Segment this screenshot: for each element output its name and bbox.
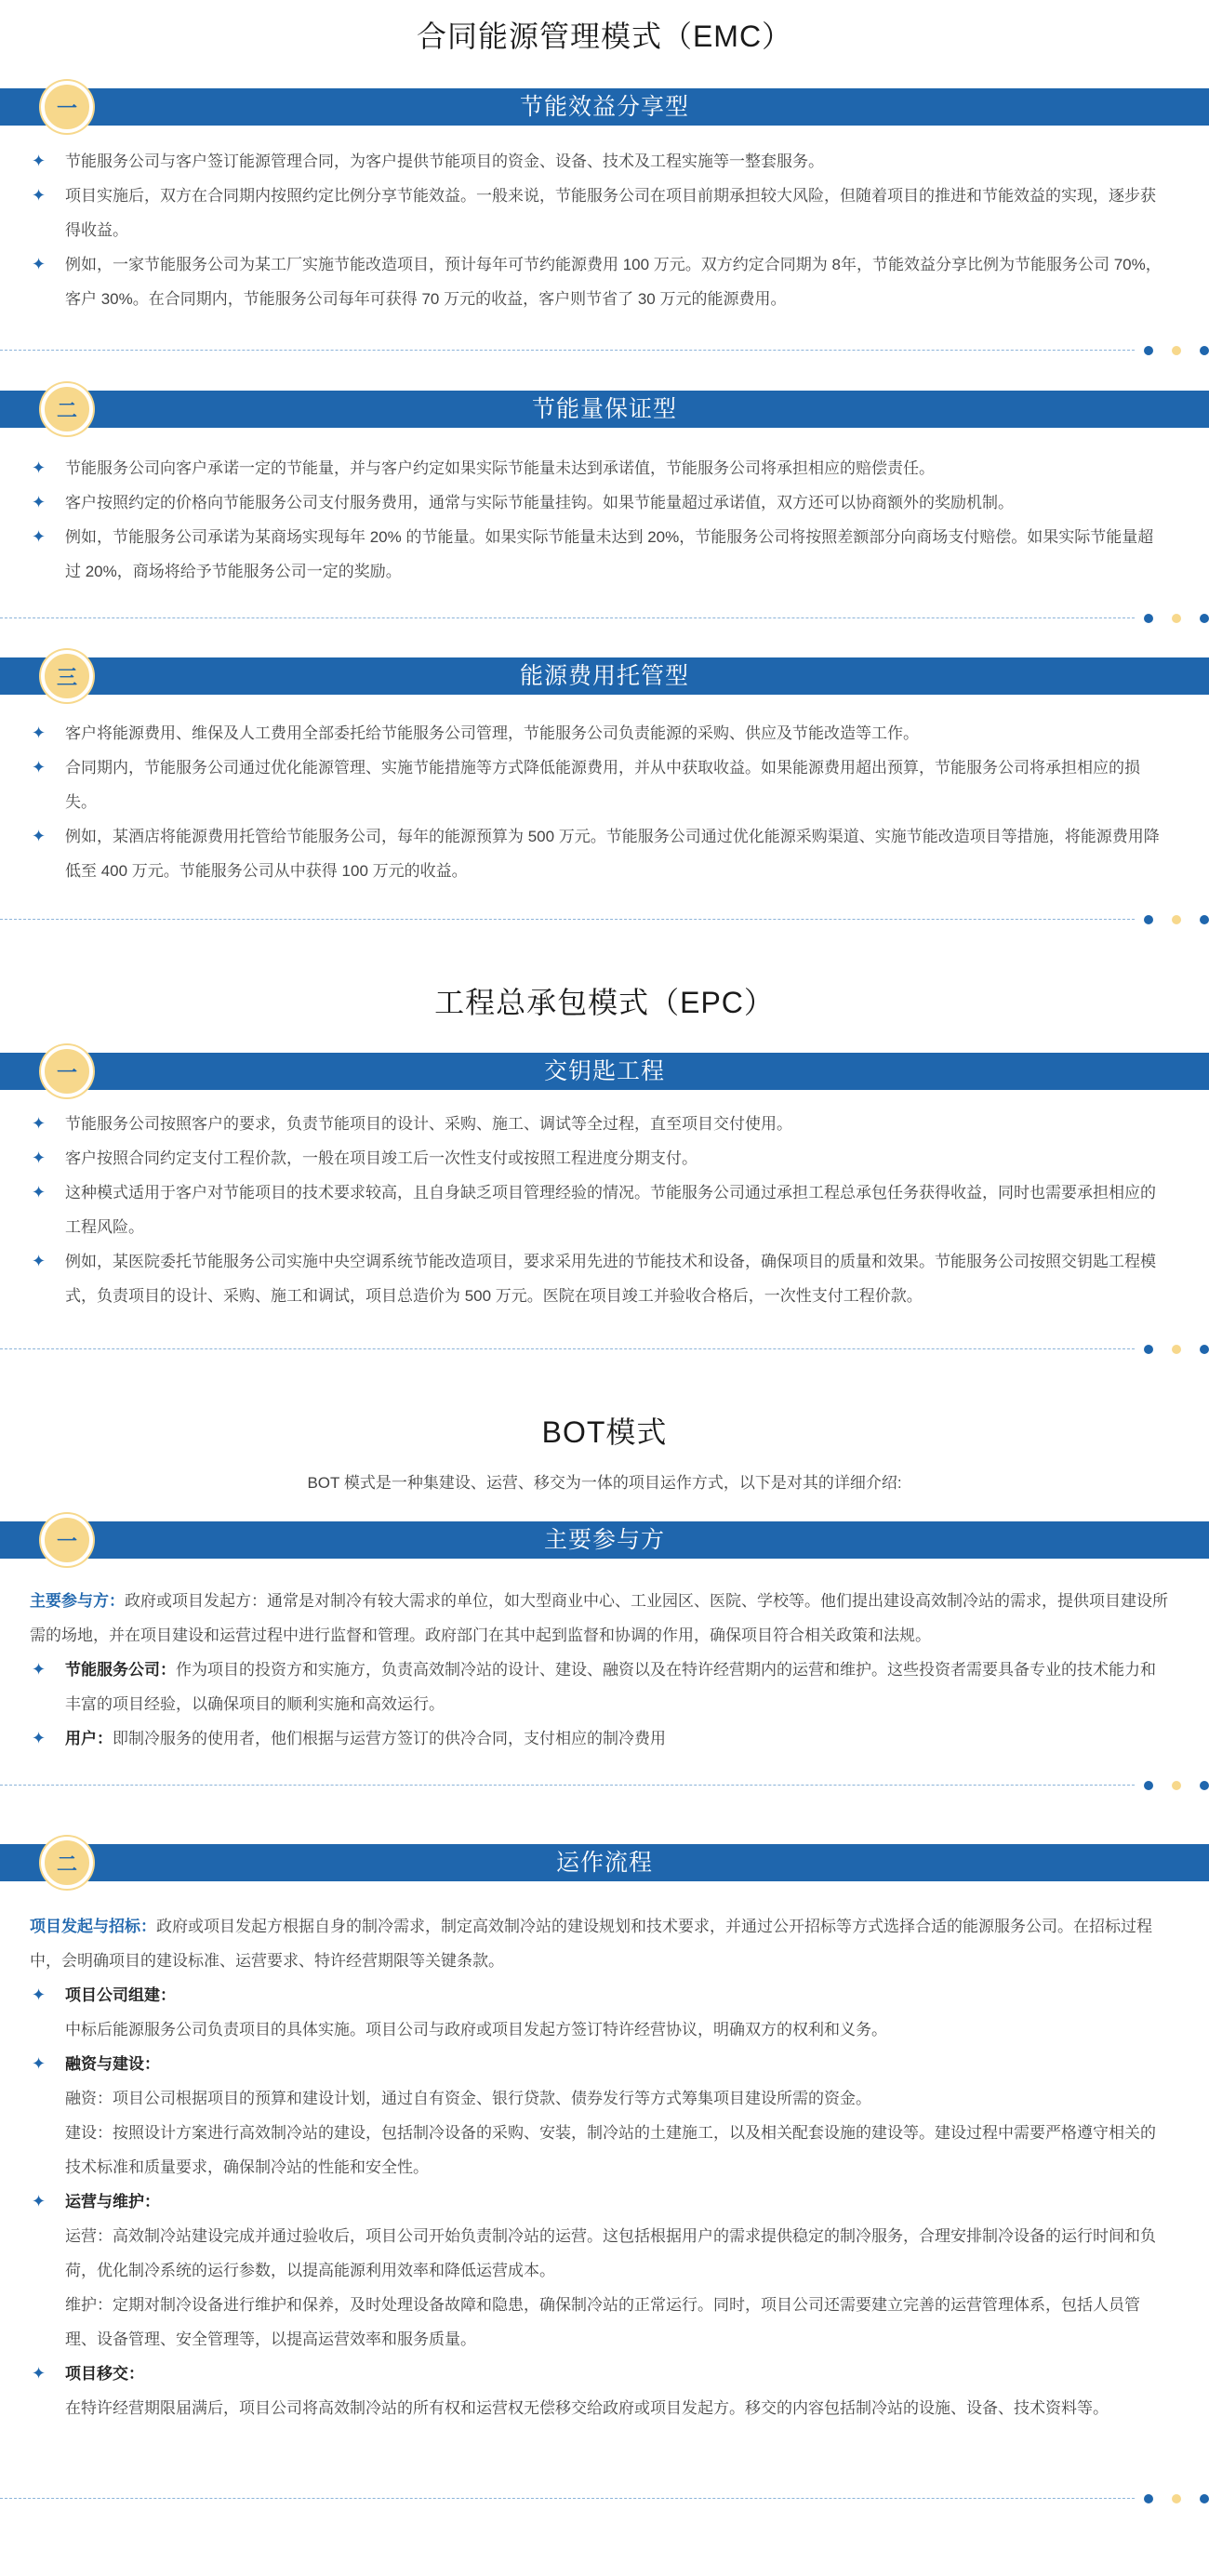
list-item: ✦ 例如，节能服务公司承诺为某商场实现每年 20% 的节能量。如果实际节能量未达到 20%，节能服务公司将按照差额部分向商场支付赔偿。如果实际节能量超过 20%，商场将给予节能服务公司一定的奖励。 — [32, 520, 1162, 589]
star-bullet-icon: ✦ — [32, 458, 46, 478]
epc-section-1 — [0, 1053, 1209, 1313]
list-item: ✦ 客户按照合同约定支付工程价款，一般在项目竣工后一次性支付或按照工程进度分期支付。 — [32, 1141, 1162, 1175]
step-line: 融资：项目公司根据项目的预算和建设计划，通过自有资金、银行贷款、债券发行等方式筹集项目建设所需的资金。 — [65, 2090, 871, 2107]
list-item: ✦ 这种模式适用于客户对节能项目的技术要求较高，且自身缺乏项目管理经验的情况。节能服务公司通过承担工程总承包任务获得收益，同时也需要承担相应的工程风险。 — [32, 1175, 1162, 1244]
section-divider — [0, 2494, 1209, 2503]
section-heading: 交钥匙工程 — [543, 1058, 665, 1084]
participants-lead-paragraph: 主要参与方：政府或项目发起方：通常是对制冷有较大需求的单位，如大型商业中心、工业园区、医院、学校等。他们提出建设高效制冷站的需求，提供项目建设所需的场地，并在项目建设和运营过程中进行监督和管理。政府部门在其中起到监督和协调的作用，确保项目符合相关政策和法规。 — [30, 1592, 1168, 1644]
epc-title: 工程总承包模式（EPC） — [434, 986, 775, 1019]
section-number-badge: 一 — [41, 1045, 93, 1097]
section-number-badge: 一 — [41, 1514, 93, 1566]
list-item: ✦ 客户按照约定的价格向节能服务公司支付服务费用，通常与实际节能量挂钩。如果节能量超过承诺值，双方还可以协商额外的奖励机制。 — [32, 485, 1162, 520]
star-bullet-icon: ✦ — [32, 152, 46, 171]
list-item: ✦ 客户将能源费用、维保及人工费用全部委托给节能服务公司管理，节能服务公司负责能源的采购、供应及节能改造等工作。 — [32, 716, 1162, 750]
list-item: ✦ 例如，某医院委托节能服务公司实施中央空调系统节能改造项目，要求采用先进的节能技术和设备，确保项目的质量和效果。节能服务公司按照交钥匙工程模式，负责项目的设计、采购、施工和调试，项目总造价为 500 万元。医院在项目竣工并验收合格后，一次性支付工程价款。 — [32, 1244, 1162, 1313]
process-step: ✦ 项目移交： — [32, 2357, 1162, 2391]
step-line: 建设：按照设计方案进行高效制冷站的建设，包括制冷设备的采购、安装，制冷站的土建施工，以及相关配套设施的建设等。建设过程中需要严格遵守相关的技术标准和质量要求，确保制冷站的性能和安全性。 — [65, 2124, 1156, 2176]
section-number-badge: 三 — [41, 650, 93, 702]
emc-section-2 — [0, 391, 1209, 589]
star-bullet-icon: ✦ — [32, 1660, 46, 1680]
section-divider — [0, 915, 1209, 924]
list-item: ✦ 节能服务公司：作为项目的投资方和实施方，负责高效制冷站的设计、建设、融资以及在特许经营期内的运营和维护。这些投资者需要具备专业的技术能力和丰富的项目经验，以确保项目的顺利实施和高效运行。 — [32, 1653, 1162, 1721]
star-bullet-icon: ✦ — [32, 1729, 46, 1748]
star-bullet-icon: ✦ — [32, 1183, 46, 1202]
star-bullet-icon: ✦ — [32, 827, 46, 846]
section-heading: 节能效益分享型 — [519, 94, 689, 120]
list-item: ✦ 例如，一家节能服务公司为某工厂实施节能改造项目，预计每年可节约能源费用 100 万元。双方约定合同期为 8年，节能效益分享比例为节能服务公司 70%，客户 30%。在合同期内，节能服务公司每年可获得 70 万元的收益，客户则节省了 30 万元的能源费用。 — [32, 247, 1162, 316]
section-number-badge: 二 — [41, 383, 93, 435]
star-bullet-icon: ✦ — [32, 1114, 46, 1134]
step-line: 运营：高效制冷站建设完成并通过验收后，项目公司开始负责制冷站的运营。这包括根据用户的需求提供稳定的制冷服务，合理安排制冷设备的运行时间和负荷，优化制冷系统的运行参数，以提高能源利用效率和降低运营成本。 — [65, 2227, 1156, 2279]
list-item: ✦ 项目实施后，双方在合同期内按照约定比例分享节能效益。一般来说，节能服务公司在项目前期承担较大风险，但随着项目的推进和节能效益的实现，逐步获得收益。 — [32, 179, 1162, 247]
star-bullet-icon: ✦ — [32, 1985, 46, 2005]
step-line: 维护：定期对制冷设备进行维护和保养，及时处理设备故障和隐患，确保制冷站的正常运行。同时，项目公司还需要建立完善的运营管理体系，包括人员管理、设备管理、安全管理等，以提高运营效率和服务质量。 — [65, 2296, 1140, 2348]
star-bullet-icon: ✦ — [32, 493, 46, 512]
star-bullet-icon: ✦ — [32, 186, 46, 206]
section-heading: 节能量保证型 — [531, 396, 677, 422]
star-bullet-icon: ✦ — [32, 2364, 46, 2383]
process-step: ✦ 运营与维护： — [32, 2184, 1162, 2219]
section-divider — [0, 1345, 1209, 1354]
process-step: ✦ 融资与建设： — [32, 2047, 1162, 2081]
list-item: ✦ 节能服务公司与客户签订能源管理合同，为客户提供节能项目的资金、设备、技术及工程实施等一整套服务。 — [32, 144, 1162, 179]
section-divider — [0, 614, 1209, 623]
section-heading: 能源费用托管型 — [519, 663, 689, 689]
section-divider — [0, 346, 1209, 355]
star-bullet-icon: ✦ — [32, 527, 46, 547]
section-divider — [0, 1781, 1209, 1790]
star-bullet-icon: ✦ — [32, 2054, 46, 2074]
section-heading: 主要参与方 — [543, 1527, 665, 1553]
section-band — [0, 88, 1209, 126]
section-band — [0, 1844, 1209, 1881]
star-bullet-icon: ✦ — [32, 724, 46, 743]
star-bullet-icon: ✦ — [32, 1252, 46, 1271]
list-item: ✦ 用户：即制冷服务的使用者，他们根据与运营方签订的供冷合同，支付相应的制冷费用 — [32, 1721, 1162, 1756]
star-bullet-icon: ✦ — [32, 1149, 46, 1168]
process-step: ✦ 项目公司组建： — [32, 1978, 1162, 2012]
emc-section-3 — [0, 657, 1209, 888]
section-heading: 运作流程 — [555, 1850, 653, 1876]
process-lead-paragraph: 项目发起与招标：政府或项目发起方根据自身的制冷需求，制定高效制冷站的建设规划和技术要求，并通过公开招标等方式选择合适的能源服务公司。在招标过程中，会明确项目的建设标准、运营要求、特许经营期限等关键条款。 — [30, 1918, 1152, 1970]
section-band — [0, 1521, 1209, 1559]
bot-title: BOT模式 — [541, 1415, 668, 1449]
step-line: 中标后能源服务公司负责项目的具体实施。项目公司与政府或项目发起方签订特许经营协议，明确双方的权利和义务。 — [65, 2021, 887, 2038]
list-item: ✦ 节能服务公司按照客户的要求，负责节能项目的设计、采购、施工、调试等全过程，直至项目交付使用。 — [32, 1107, 1162, 1141]
star-bullet-icon: ✦ — [32, 255, 46, 274]
step-line: 在特许经营期限届满后，项目公司将高效制冷站的所有权和运营权无偿移交给政府或项目发起方。移交的内容包括制冷站的设施、设备、技术资料等。 — [65, 2399, 1109, 2417]
section-band — [0, 657, 1209, 695]
section-number-badge: 二 — [41, 1837, 93, 1889]
bot-section-participants — [0, 1521, 1209, 1756]
emc-section-1 — [0, 88, 1209, 316]
bot-intro: BOT 模式是一种集建设、运营、移交为一体的项目运作方式，以下是对其的详细介绍: — [307, 1474, 902, 1492]
bot-section-process — [0, 1844, 1209, 2425]
star-bullet-icon: ✦ — [32, 2192, 46, 2211]
list-item: ✦ 合同期内，节能服务公司通过优化能源管理、实施节能措施等方式降低能源费用，并从中获取收益。如果能源费用超出预算，节能服务公司将承担相应的损失。 — [32, 750, 1162, 819]
list-item: ✦ 例如，某酒店将能源费用托管给节能服务公司，每年的能源预算为 500 万元。节能服务公司通过优化能源采购渠道、实施节能改造项目等措施，将能源费用降低至 400 万元。节能服务公司从中获得 100 万元的收益。 — [32, 819, 1162, 888]
list-item: ✦ 节能服务公司向客户承诺一定的节能量，并与客户约定如果实际节能量未达到承诺值，节能服务公司将承担相应的赔偿责任。 — [32, 451, 1162, 485]
star-bullet-icon: ✦ — [32, 758, 46, 777]
section-band — [0, 391, 1209, 428]
section-number-badge: 一 — [41, 81, 93, 133]
section-band — [0, 1053, 1209, 1090]
emc-title: 合同能源管理模式（EMC） — [416, 20, 793, 53]
